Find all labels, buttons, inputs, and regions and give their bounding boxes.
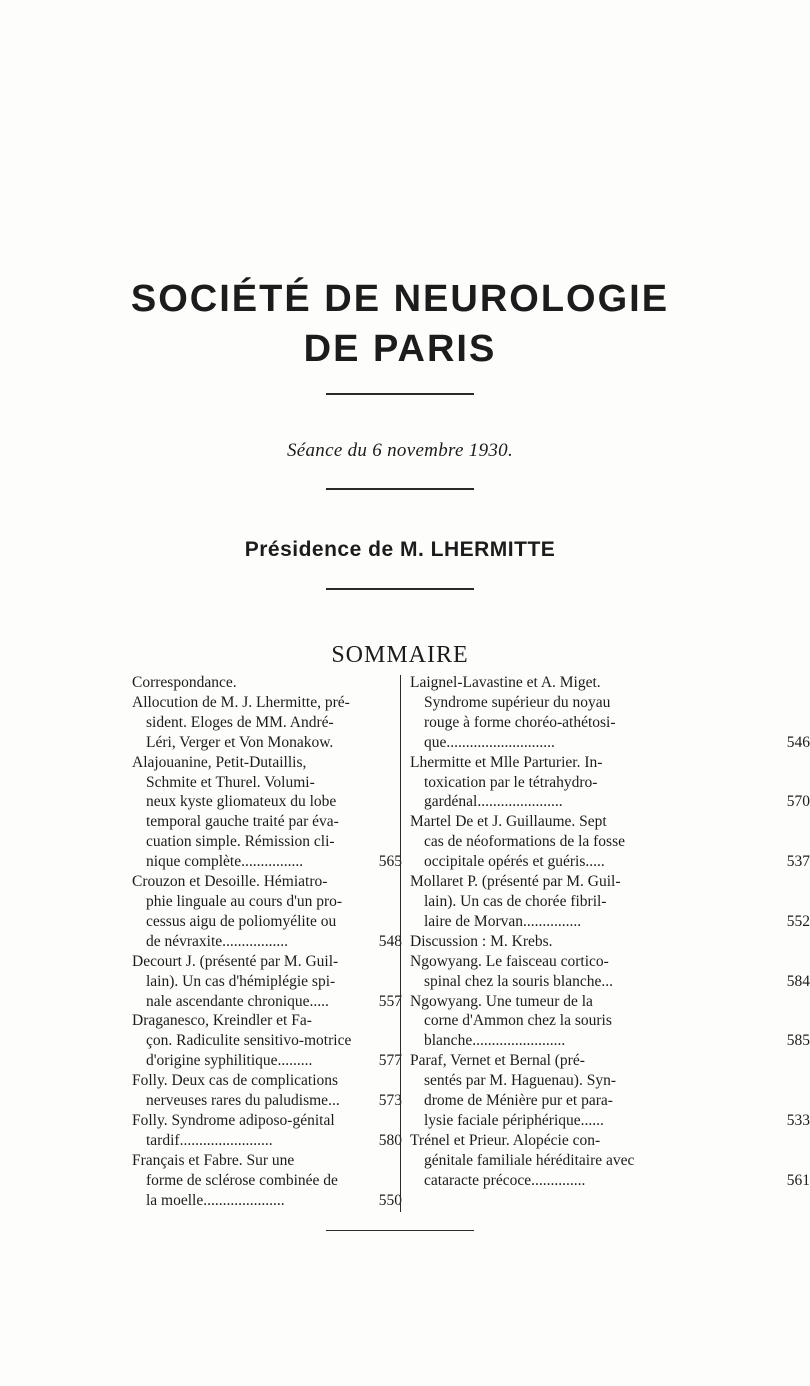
summary-entry-line: Français et Fabre. Sur une (132, 1151, 295, 1169)
summary-entry (132, 1151, 402, 1211)
page-number: 573 (378, 1092, 402, 1110)
summary-entry-line: de névraxite................. (146, 932, 289, 950)
page-number: 570 (786, 793, 810, 811)
summary-entry-line: cuation simple. Rémission cli- (146, 833, 335, 851)
summary-entry-line: temporal gauche traité par éva- (146, 813, 339, 831)
summary-entry-line: Folly. Deux cas de complications (132, 1072, 339, 1090)
summary-entry-line: Schmite et Thurel. Volumi- (146, 773, 315, 791)
summary-entry-line: nale ascendante chronique..... (146, 992, 329, 1010)
summary-entry-line: Syndrome supérieur du noyau (424, 693, 611, 711)
summary-entry-line: cas de néoformations de la fosse (424, 833, 626, 851)
summary-entry-line: spinal chez la souris blanche... (424, 972, 613, 990)
page-number: 565 (378, 853, 402, 871)
summary-entry (132, 693, 382, 753)
summary-entry (410, 932, 780, 952)
summary-entry (132, 872, 402, 952)
summary-entry-line: forme de sclérose combinée de (146, 1171, 338, 1189)
page-number: 552 (786, 912, 810, 930)
summary-entry-line: occipitale opérés et guéris..... (424, 853, 605, 871)
summary-entry-line: Allocution de M. J. Lhermitte, pré- (132, 693, 350, 711)
summary-entry-line: Paraf, Vernet et Bernal (pré- (410, 1052, 585, 1070)
page-number: 537 (786, 853, 810, 871)
summary-entry-line: nique complète................ (146, 853, 304, 871)
summary-entry-line: corne d'Ammon chez la souris (424, 1012, 612, 1030)
summary-entry-line: çon. Radiculite sensitivo-motrice (146, 1032, 352, 1050)
end-rule (326, 1230, 474, 1231)
summary-entry-line: que............................ (424, 733, 555, 751)
summary-entry (410, 1131, 810, 1191)
summary-entry-line: Alajouanine, Petit-Dutaillis, (132, 753, 307, 771)
summary-entry-line: cataracte précoce.............. (424, 1171, 586, 1189)
summary-entry (132, 1071, 402, 1111)
presidency-line: Présidence de M. LHERMITTE (244, 538, 556, 561)
summary-entry-line: phie linguale au cours d'un pro- (146, 892, 343, 910)
divider-rule (326, 393, 474, 395)
summary-entry (410, 952, 810, 992)
summary-entry-line: toxication par le tétrahydro- (424, 773, 598, 791)
summary-heading: SOMMAIRE (331, 642, 469, 668)
page-number: 546 (786, 733, 810, 751)
page-number: 561 (786, 1171, 810, 1189)
divider-rule (326, 488, 474, 490)
summary-entry-line: Martel De et J. Guillaume. Sept (410, 813, 607, 831)
summary-entry (410, 753, 810, 813)
summary-right-column (400, 673, 810, 1191)
summary-entry-line: Ngowyang. Une tumeur de la (410, 992, 593, 1010)
summary-entry-line: nerveuses rares du paludisme... (146, 1092, 340, 1110)
summary-entry-line: génitale familiale héréditaire avec (424, 1151, 635, 1169)
summary-entry (132, 952, 402, 1012)
summary-entry-line: laire de Morvan............... (424, 912, 582, 930)
summary-entry (410, 673, 810, 753)
summary-entry (410, 812, 810, 872)
summary-entry-line: lain). Un cas d'hémiplégie spi- (146, 972, 336, 990)
summary-entry-line: Correspondance. (132, 674, 237, 691)
session-date: Séance du 6 novembre 1930. (286, 440, 514, 461)
summary-entry (132, 753, 402, 872)
summary-entry-line: tardif........................ (146, 1131, 273, 1149)
summary-entry-line: Decourt J. (présenté par M. Guil- (132, 952, 339, 970)
summary-entry (132, 1011, 402, 1071)
society-title-line2: DE PARIS (303, 328, 497, 370)
summary-entry-line: cessus aigu de poliomyélite ou (146, 912, 337, 930)
summary-entry (410, 992, 810, 1052)
summary-entry-line: la moelle..................... (146, 1191, 285, 1209)
summary-entry-line: Folly. Syndrome adiposo-génital (132, 1111, 335, 1129)
divider-rule (326, 588, 474, 590)
page-number: 585 (786, 1032, 810, 1050)
summary-entry (410, 1051, 810, 1131)
summary-entry-line: drome de Ménière pur et para- (424, 1092, 613, 1110)
summary-entry (132, 673, 382, 693)
summary-entry-line: blanche........................ (424, 1032, 566, 1050)
page-number: 577 (378, 1052, 402, 1070)
page-number: 557 (378, 992, 402, 1010)
summary-entry-line: lain). Un cas de chorée fibril- (424, 892, 607, 910)
summary-entry-line: Draganesco, Kreindler et Fa- (132, 1012, 312, 1030)
summary-entry-line: Léri, Verger et Von Monakow. (146, 733, 334, 751)
summary-entry-line: rouge à forme choréo-athétosi- (424, 713, 616, 731)
page-number: 580 (378, 1131, 402, 1149)
page-number: 533 (786, 1111, 810, 1129)
summary-entry-line: d'origine syphilitique......... (146, 1052, 313, 1070)
summary-entry (132, 1111, 402, 1151)
summary-entry-line: neux kyste gliomateux du lobe (146, 793, 337, 811)
page-number: 550 (378, 1191, 402, 1209)
summary-entry-line: Mollaret P. (présenté par M. Guil- (410, 873, 621, 891)
summary-entry-line: Laignel-Lavastine et A. Miget. (410, 674, 601, 691)
summary-entry-line: Crouzon et Desoille. Hémiatro- (132, 873, 328, 891)
summary-entry-line: sident. Eloges de MM. André- (146, 713, 334, 731)
page-number: 584 (786, 972, 810, 990)
society-title-line1: SOCIÉTÉ DE NEUROLOGIE (130, 278, 670, 320)
summary-entry-line: Trénel et Prieur. Alopécie con- (410, 1131, 601, 1149)
summary-entry-line: lysie faciale périphérique...... (424, 1111, 604, 1129)
summary-left-column (132, 673, 402, 1210)
summary-entry-line: sentés par M. Haguenau). Syn- (424, 1072, 616, 1090)
summary-entry-line: gardénal...................... (424, 793, 563, 811)
summary-entry-line: Ngowyang. Le faisceau cortico- (410, 952, 609, 970)
page-number: 548 (378, 932, 402, 950)
summary-entry-line: Lhermitte et Mlle Parturier. In- (410, 753, 603, 771)
summary-entry-line: Discussion : M. Krebs. (410, 932, 553, 950)
summary-entry (410, 872, 810, 932)
